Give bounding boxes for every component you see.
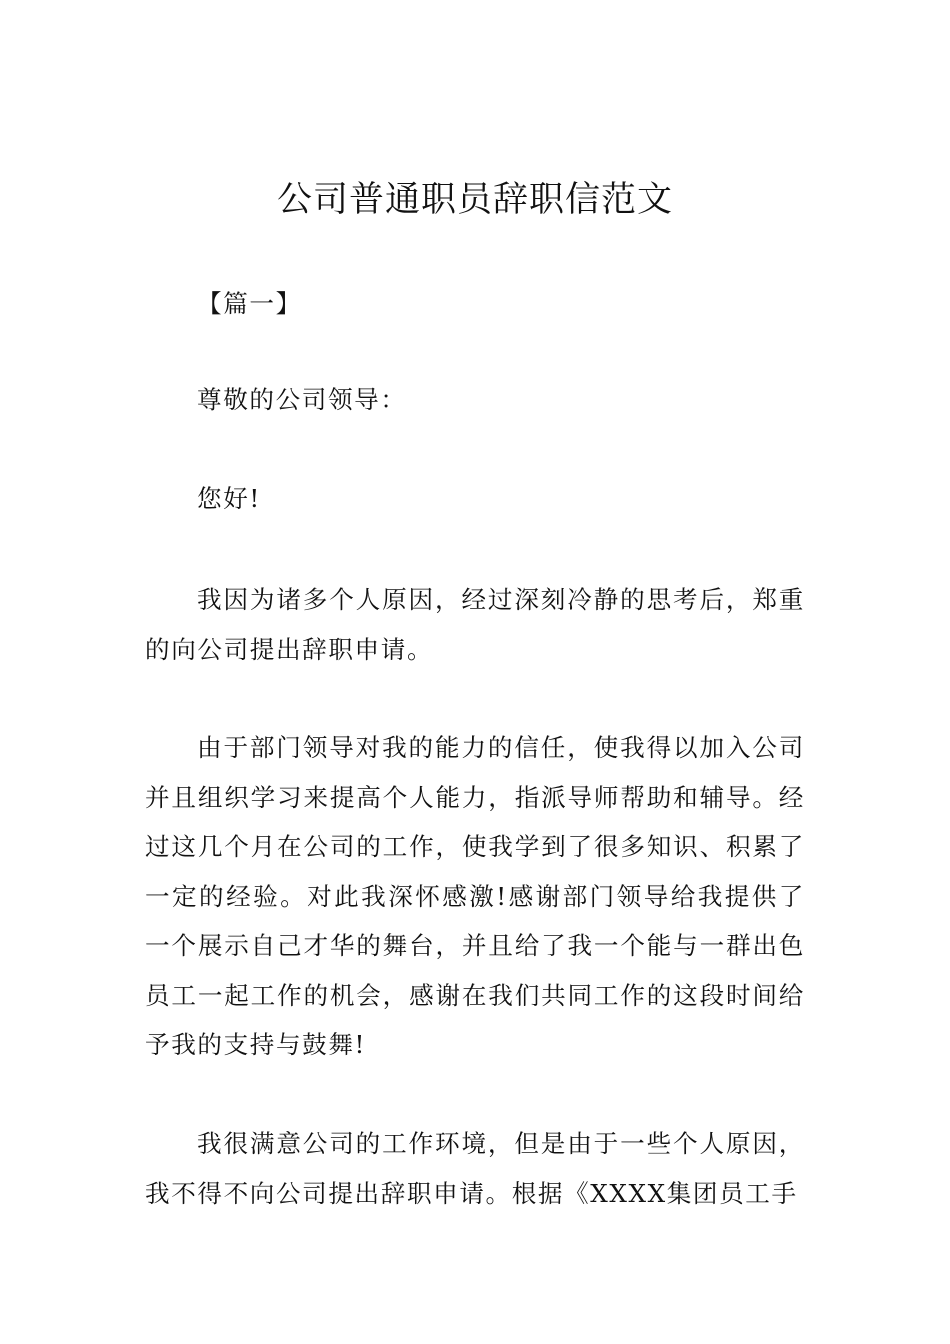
greeting: 您好! (197, 484, 261, 513)
document-title: 公司普通职员辞职信范文 (276, 180, 673, 220)
section-label: 【篇一】 (197, 289, 302, 318)
paragraph-1: 我因为诸多个人原因，经过深刻冷静的思考后，郑重的向公司提出辞职申请。 (145, 585, 805, 664)
salutation: 尊敬的公司领导： (197, 385, 407, 414)
paragraph-2: 由于部门领导对我的能力的信任，使我得以加入公司并且组织学习来提高个人能力，指派导师帮助和辅导。经过这几个月在公司的工作，使我学到了很多知识、积累了一定的经验。对此我深怀感激!感谢部门领导给我提供了一个展示自己才华的舞台，并且给了我一个能与一群出色员工一起工作的机会，感谢在我们共同工作的这段时间给予我的支持与鼓舞! (145, 733, 805, 1059)
paragraph-3: 我很满意公司的工作环境，但是由于一些个人原因，我不得不向公司提出辞职申请。根据《XXXX集团员工手 (145, 1129, 805, 1208)
